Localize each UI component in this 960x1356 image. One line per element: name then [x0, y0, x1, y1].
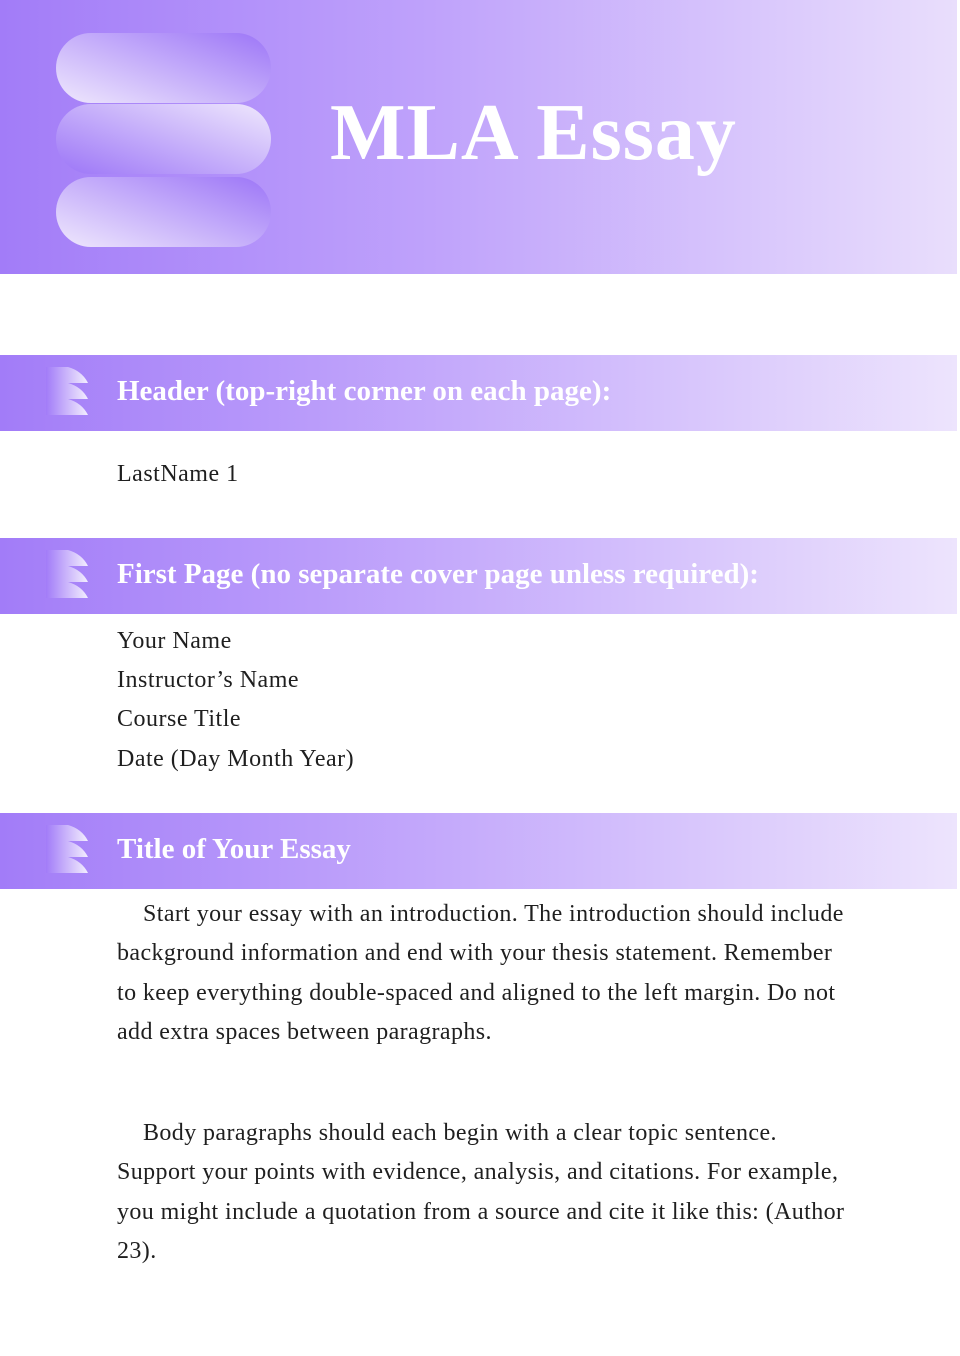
section-heading: First Page (no separate cover page unless required): — [117, 558, 759, 590]
section-header-bar — [0, 813, 957, 889]
logo-pill-icon — [56, 177, 271, 247]
wedge-stack-icon — [38, 365, 90, 419]
wedge-stack-icon — [38, 548, 90, 602]
body-paragraph: Body paragraphs should each begin with a clear topic sentence. Support your points with evidence, analysis, and citations. For example, you might include a quotation from a source and cite it like this: (Author 23). — [117, 1120, 845, 1264]
section-header-bar — [0, 355, 957, 431]
page-title: MLA Essay — [330, 89, 737, 177]
wedge-stack-icon — [38, 823, 90, 877]
title-banner — [0, 0, 957, 274]
course-title: Course Title — [117, 706, 242, 732]
intro-paragraph: Start your essay with an introduction. The introduction should include background information and end with your thesis statement. Remember to keep everything double-spaced and aligned to the left margin. Do not add extra spaces between paragraphs. — [117, 901, 844, 1045]
logo-pill-icon — [56, 104, 271, 174]
section-heading: Header (top-right corner on each page): — [117, 375, 612, 407]
header-text: LastName 1 — [117, 461, 239, 487]
logo-pill-icon — [56, 33, 271, 103]
essay-title: Title of Your Essay — [117, 833, 351, 865]
date-line: Date (Day Month Year) — [117, 746, 355, 772]
student-name: Your Name — [117, 628, 232, 654]
instructor-name: Instructor’s Name — [117, 667, 300, 693]
section-header-bar — [0, 538, 957, 614]
